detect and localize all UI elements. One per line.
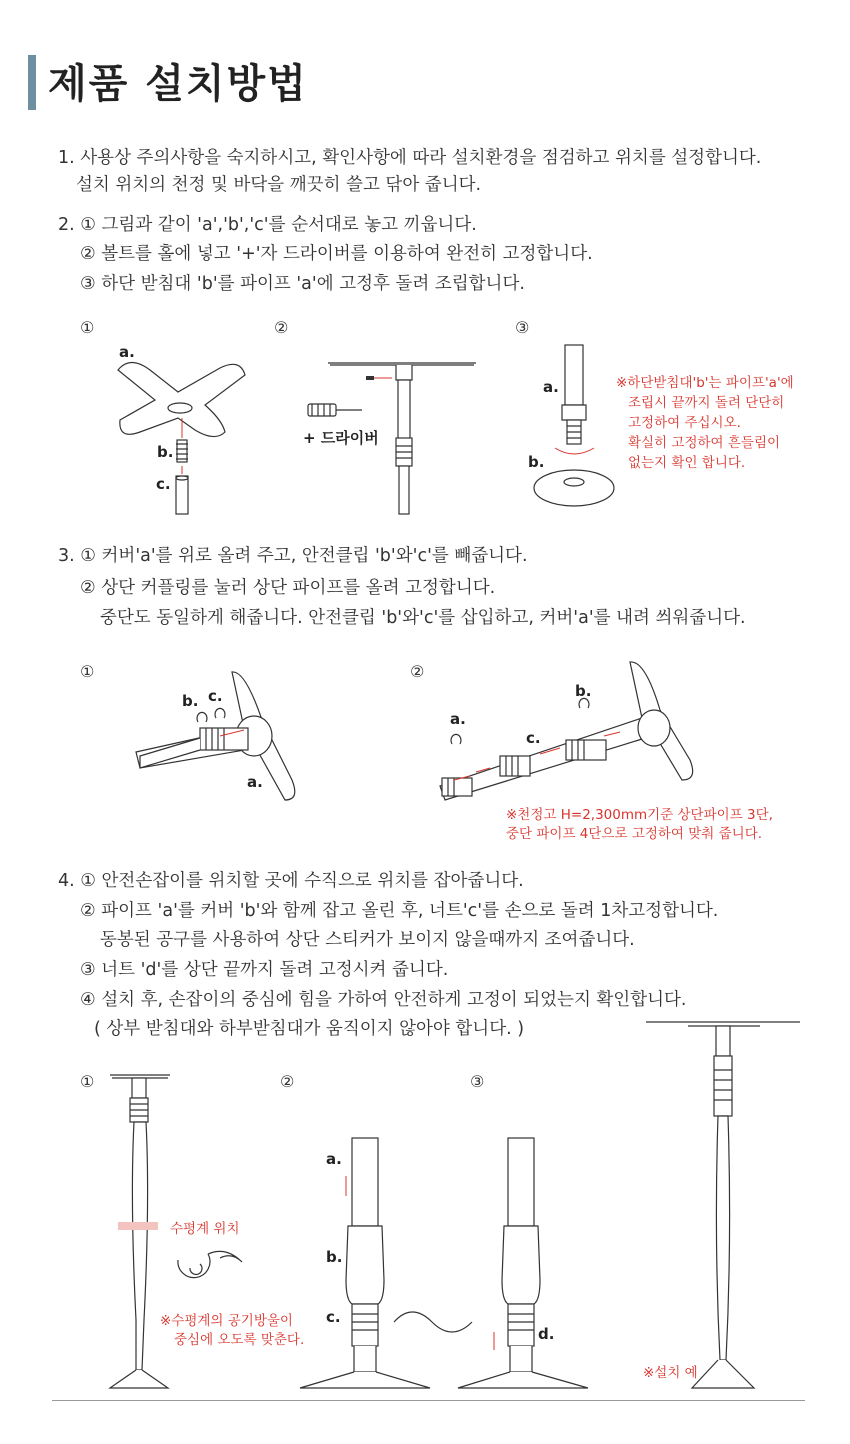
note-height-line1: ※천정고 H=2,300mm기준 상단파이프 3단,	[506, 807, 773, 823]
step4-line1: 4. ① 안전손잡이를 위치할 곳에 수직으로 위치를 잡아줍니다.	[58, 871, 524, 891]
figure-marker-4-2: ②	[280, 1072, 295, 1091]
label-d-s4f3: d.	[538, 1325, 555, 1343]
label-b-s3f2: b.	[575, 682, 592, 700]
label-c-fig1: c.	[156, 475, 171, 493]
install-example-label: ※설치 예	[643, 1365, 698, 1381]
figure-marker-2: ②	[274, 318, 289, 337]
label-screwdriver: + 드라이버	[303, 429, 379, 447]
level-position-label: 수평계 위치	[170, 1221, 240, 1237]
clips-drawing-1	[197, 708, 225, 722]
label-a-s3f2: a.	[450, 710, 466, 728]
pipe-base-drawing	[534, 345, 614, 506]
step2-line2: ② 볼트를 홀에 넣고 '+'자 드라이버를 이용하여 완전히 고정합니다.	[80, 244, 593, 264]
figure-marker-3-2: ②	[410, 662, 425, 681]
level-position-mark	[118, 1222, 158, 1230]
step4-line4: ③ 너트 'd'를 상단 끝까지 돌려 고정시켜 줍니다.	[80, 960, 449, 980]
level-gauge-drawing	[178, 1251, 242, 1277]
label-a-s3f1: a.	[247, 773, 263, 791]
label-c-s3f2: c.	[526, 729, 541, 747]
label-a-s4f2: a.	[326, 1150, 342, 1168]
step3-line3: 중단도 동일하게 해줍니다. 안전클립 'b'와'c'를 삽입하고, 커버'a'를 내려 씌워줍니다.	[100, 608, 746, 628]
step4-line3: 동봉된 공구를 사용하여 상단 스티커가 보이지 않을때까지 조여줍니다.	[100, 930, 635, 950]
step2-line1: 2. ① 그림과 같이 'a','b','c'를 순서대로 놓고 끼웁니다.	[58, 215, 477, 235]
pole-drawing-3	[458, 1138, 588, 1388]
level-note-line2: 중심에 오도록 맞춘다.	[174, 1332, 305, 1348]
figure-marker-4-1: ①	[80, 1072, 95, 1091]
figure-marker-3-1: ①	[80, 662, 95, 681]
note-base-line5: 없는지 확인 합니다.	[628, 455, 746, 471]
note-base-line3: 고정하여 주십시오.	[628, 415, 741, 431]
screwdriver-drawing	[308, 404, 362, 416]
figure-marker-3: ③	[515, 318, 530, 337]
step2-line3: ③ 하단 받침대 'b'를 파이프 'a'에 고정후 돌려 조립합니다.	[80, 274, 525, 294]
label-c-s4f2: c.	[326, 1308, 341, 1326]
page-title: 제품 설치방법	[48, 61, 308, 107]
clips-drawing-2	[451, 698, 589, 744]
pipe-c-drawing	[176, 476, 188, 514]
spring-drawing	[176, 440, 188, 462]
bolt-drawing	[366, 376, 374, 380]
label-b-s3f1: b.	[182, 692, 199, 710]
label-b-fig1: b.	[157, 443, 174, 461]
label-b-s4f2: b.	[326, 1248, 343, 1266]
level-note-line1: ※수평계의 공기방울이	[160, 1313, 293, 1329]
pole-drawing-1	[110, 1075, 170, 1388]
note-base-line1: ※하단받침대'b'는 파이프'a'에	[616, 375, 794, 391]
note-base-line2: 조립시 끝까지 돌려 단단히	[628, 395, 785, 411]
figure-marker-1: ①	[80, 318, 95, 337]
note-height-line2: 중단 파이프 4단으로 고정하여 맞춰 줍니다.	[506, 826, 763, 842]
step1-line1: 1. 사용상 주의사항을 숙지하시고, 확인사항에 따라 설치환경을 점검하고 위치를 설정합니다.	[58, 148, 762, 168]
step3-line1: 3. ① 커버'a'를 위로 올려 주고, 안전클립 'b'와'c'를 빼줍니다.	[58, 546, 528, 566]
label-a-fig3: a.	[543, 378, 559, 396]
coupling-drawing-2	[440, 662, 693, 800]
step4-line5: ④ 설치 후, 손잡이의 중심에 힘을 가하여 안전하게 고정이 되었는지 확인합니다.	[80, 990, 687, 1010]
bottom-divider	[52, 1400, 805, 1401]
rotate-arrow	[555, 448, 594, 454]
step3-line2: ② 상단 커플링를 눌러 상단 파이프를 올려 고정합니다.	[80, 578, 496, 598]
label-b-fig3: b.	[528, 453, 545, 471]
note-base-line4: 확실히 고정하여 흔들림이	[628, 435, 781, 451]
step1-line2: 설치 위치의 천정 및 바닥을 깨끗히 쓸고 닦아 줍니다.	[76, 175, 482, 195]
label-a-fig1: a.	[119, 343, 135, 361]
pole-drawing-example	[646, 1022, 800, 1388]
label-c-s3f1: c.	[208, 687, 223, 705]
figure-marker-4-3: ③	[470, 1072, 485, 1091]
step4-line6: ( 상부 받침대와 하부받침대가 움직이지 않아야 합니다. )	[94, 1019, 525, 1039]
step4-line2: ② 파이프 'a'를 커버 'b'와 함께 잡고 올린 후, 너트'c'를 손으로 돌려 1차고정합니다.	[80, 901, 719, 921]
